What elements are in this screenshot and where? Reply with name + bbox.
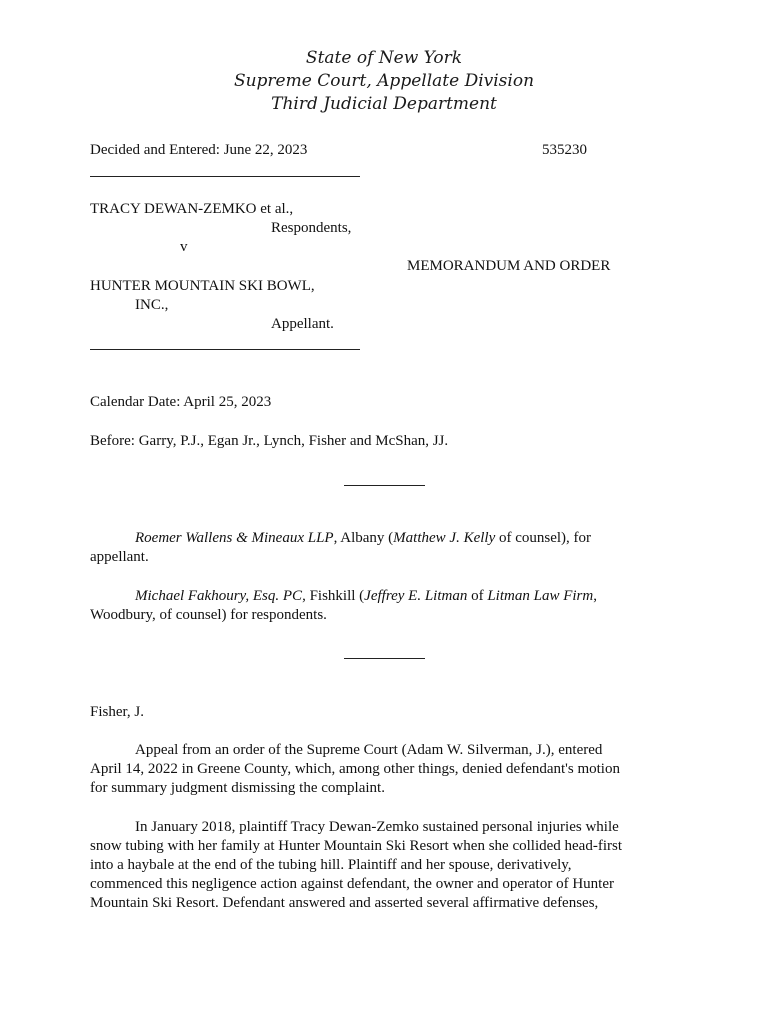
defendant-name-cont: INC., [135, 297, 169, 313]
opinion-author: Fisher, J. [90, 704, 144, 720]
calendar-date: Calendar Date: April 25, 2023 [90, 394, 272, 410]
respondent-law-firm: Litman Law Firm [487, 588, 594, 604]
appellant-firm: Roemer Wallens & Mineaux LLP [135, 530, 334, 546]
respondent-attorney: Jeffrey E. Litman [364, 588, 468, 604]
court-state: State of New York [305, 48, 463, 68]
plaintiff-role: Respondents, [271, 220, 352, 236]
appellant-counsel: Roemer Wallens & Mineaux LLP, Albany (Matthew J. Kelly of counsel), for appellant. [90, 530, 592, 565]
respondent-counsel: Michael Fakhoury, Esq. PC, Fishkill (Jeffrey E. Litman of Litman Law Firm, Woodbury, of counsel) for respondents. [90, 588, 597, 623]
separator-rule-2 [344, 658, 425, 659]
caption-rule-bottom [90, 349, 360, 350]
defendant-role: Appellant. [271, 316, 334, 332]
docket-number: 535230 [542, 142, 587, 158]
appellant-attorney: Matthew J. Kelly [393, 530, 496, 546]
respondent-firm: Michael Fakhoury, Esq. PC [135, 588, 303, 604]
body-paragraph-2: In January 2018, plaintiff Tracy Dewan-Zemko sustained personal injuries while snow tubing with her family at Hunter Mountain Ski Resort when she collided head-first into a haybale at the end of the tubing hill. Plaintiff and her spouse, derivatively, commenced this negligence action against defendant, the owner and operator of Hunter Mountain Ski Resort. Defendant answered and asserted several affirmative defenses, [90, 819, 622, 911]
plaintiff-name: TRACY DEWAN-ZEMKO et al., [90, 201, 294, 217]
court-department: Third Judicial Department [271, 94, 497, 114]
order-type: MEMORANDUM AND ORDER [407, 258, 611, 274]
before-panel: Before: Garry, P.J., Egan Jr., Lynch, Fisher and McShan, JJ. [90, 433, 449, 449]
separator-rule-1 [344, 485, 425, 486]
body-paragraph-1: Appeal from an order of the Supreme Court (Adam W. Silverman, J.), entered April 14, 2022 in Greene County, which, among other things, denied defendant's motion for summary judgment dismissing the complaint. [90, 742, 620, 796]
decided-entered: Decided and Entered: June 22, 2023 [90, 142, 308, 158]
versus: v [180, 239, 188, 255]
court-name: Supreme Court, Appellate Division [233, 71, 535, 91]
caption-rule-top [90, 176, 360, 177]
defendant-name: HUNTER MOUNTAIN SKI BOWL, [90, 278, 315, 294]
